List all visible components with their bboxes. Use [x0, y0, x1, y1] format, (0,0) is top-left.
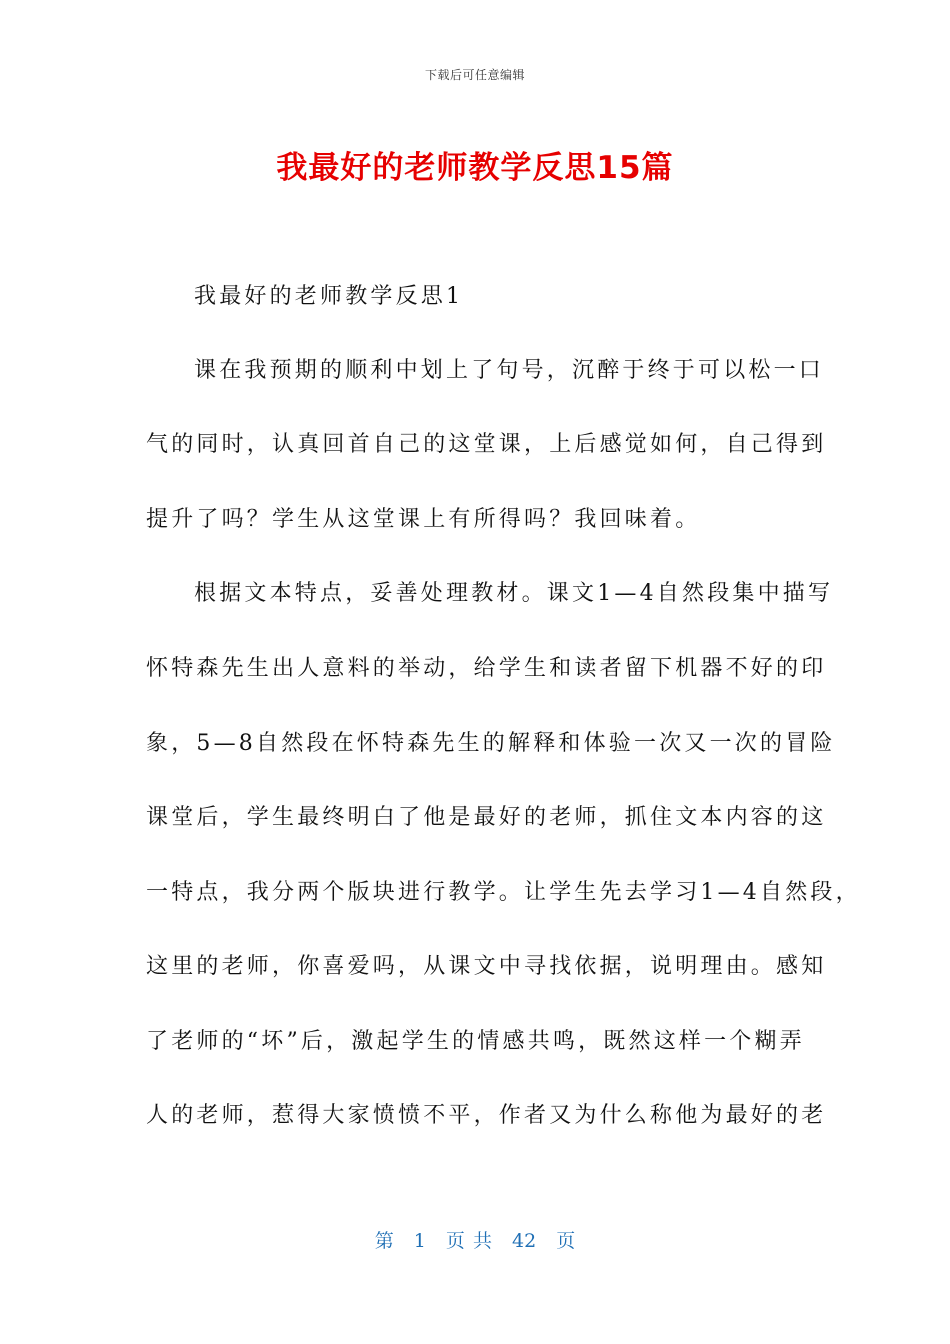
body-line: 人的老师，惹得大家愤愤不平，作者又为什么称他为最好的老 — [146, 1103, 827, 1128]
body-line: 怀特森先生出人意料的举动，给学生和读者留下机器不好的印 — [146, 656, 827, 681]
body-line: 气的同时，认真回首自己的这堂课，上后感觉如何，自己得到 — [146, 432, 827, 457]
body-line: 一特点，我分两个版块进行教学。让学生先去学习1—4自然段， — [146, 880, 861, 905]
body-line: 提升了吗？学生从这堂课上有所得吗？我回味着。 — [146, 507, 701, 532]
section-heading: 我最好的老师教学反思1 — [194, 284, 464, 309]
body-line: 象，5—8自然段在怀特森先生的解释和体验一次又一次的冒险 — [146, 731, 836, 756]
footer-suffix: 页 — [556, 1230, 576, 1252]
total-pages-number: 42 — [512, 1230, 537, 1252]
page-header-note: 下载后可任意编辑 — [424, 68, 525, 82]
footer-middle: 页 共 — [445, 1230, 492, 1252]
body-line: 课堂后，学生最终明白了他是最好的老师，抓住文本内容的这 — [146, 805, 827, 830]
document-title: 我最好的老师教学反思15篇 — [276, 150, 674, 186]
footer-prefix: 第 — [374, 1230, 394, 1252]
current-page-number: 1 — [413, 1230, 426, 1252]
page-footer — [0, 1226, 950, 1253]
body-line: 这里的老师，你喜爱吗，从课文中寻找依据，说明理由。感知 — [146, 954, 827, 979]
body-line: 了老师的“坏”后，激起学生的情感共鸣，既然这样一个糊弄 — [146, 1029, 805, 1054]
body-line: 课在我预期的顺利中划上了句号，沉醉于终于可以松一口 — [194, 358, 825, 383]
body-line: 根据文本特点，妥善处理教材。课文1—4自然段集中描写 — [194, 581, 834, 606]
